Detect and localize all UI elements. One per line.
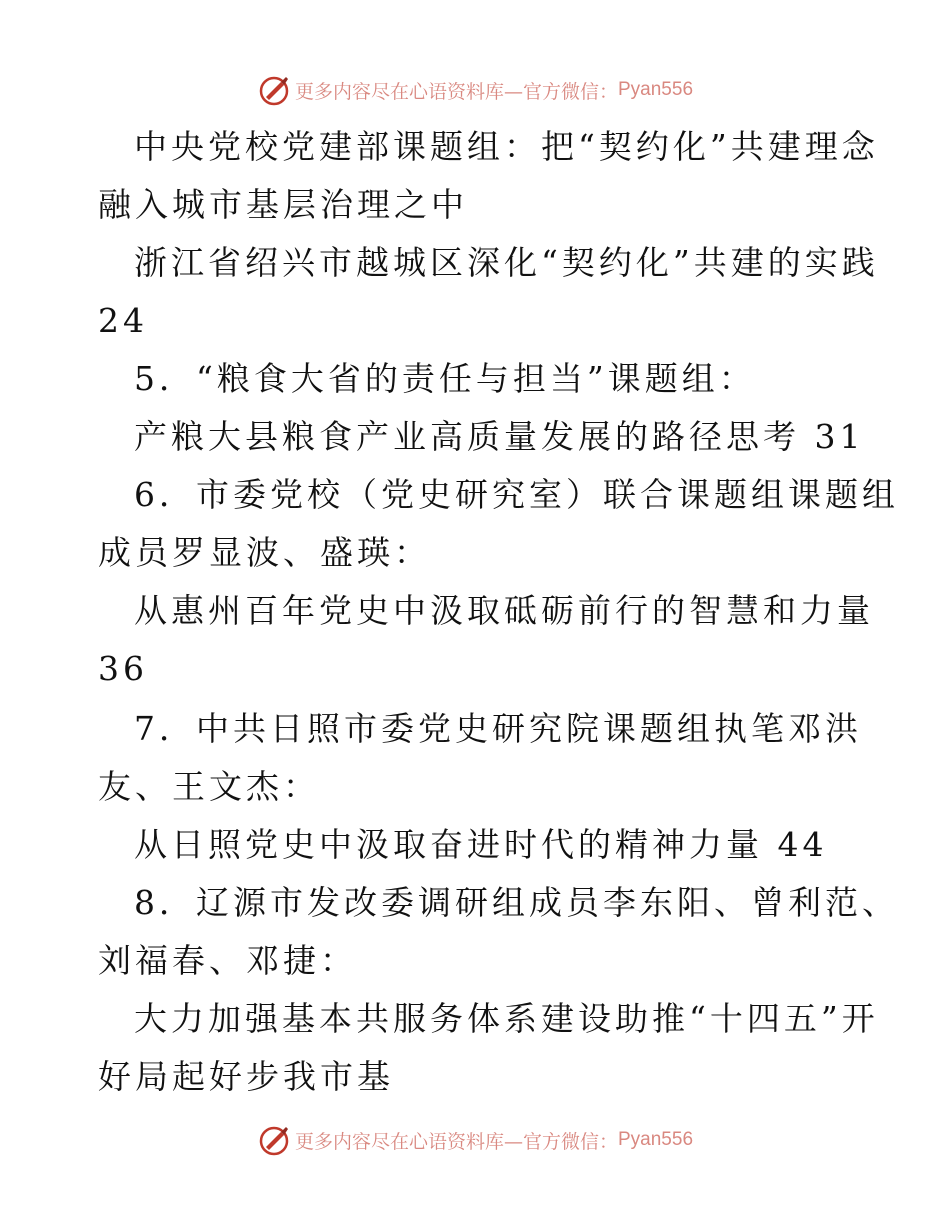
text-line: 从日照党史中汲取奋进时代的精神力量 44 [134, 825, 828, 864]
text-line: 浙江省绍兴市越城区深化“契约化”共建的实践 [134, 243, 879, 282]
watermark-text: 更多内容尽在心语资料库—官方微信： [294, 1130, 618, 1153]
text-line: 好局起好步我市基 [98, 1057, 394, 1096]
text-line: 融入城市基层治理之中 [98, 185, 468, 224]
footer-watermark [0, 1120, 950, 1160]
text-line: 刘福春、邓捷： [98, 941, 357, 980]
watermark-wechat-id: Pyan556 [618, 1129, 694, 1150]
watermark-logo-icon [257, 1123, 291, 1157]
text-line: 5．“粮食大省的责任与担当”课题组： [134, 359, 756, 398]
text-line: 友、王文杰： [98, 767, 320, 806]
text-line: 大力加强基本共服务体系建设助推“十四五”开 [134, 999, 879, 1038]
text-line: 8．辽源市发改委调研组成员李东阳、曾利范、 [134, 883, 899, 922]
text-line: 7．中共日照市委党史研究院课题组执笔邓洪 [134, 709, 862, 748]
text-line: 从惠州百年党史中汲取砥砺前行的智慧和力量 [134, 591, 874, 630]
watermark-text: 更多内容尽在心语资料库—官方微信： [294, 80, 618, 103]
text-line: 24 [98, 301, 148, 340]
text-line: 成员罗显波、盛瑛： [98, 533, 431, 572]
text-line: 产粮大县粮食产业高质量发展的路径思考 31 [134, 417, 865, 456]
watermark-wechat-id: Pyan556 [618, 79, 694, 100]
text-line: 36 [98, 649, 148, 688]
text-line: 中央党校党建部课题组：把“契约化”共建理念 [134, 127, 879, 166]
text-line: 6．市委党校（党史研究室）联合课题组课题组 [134, 475, 899, 514]
